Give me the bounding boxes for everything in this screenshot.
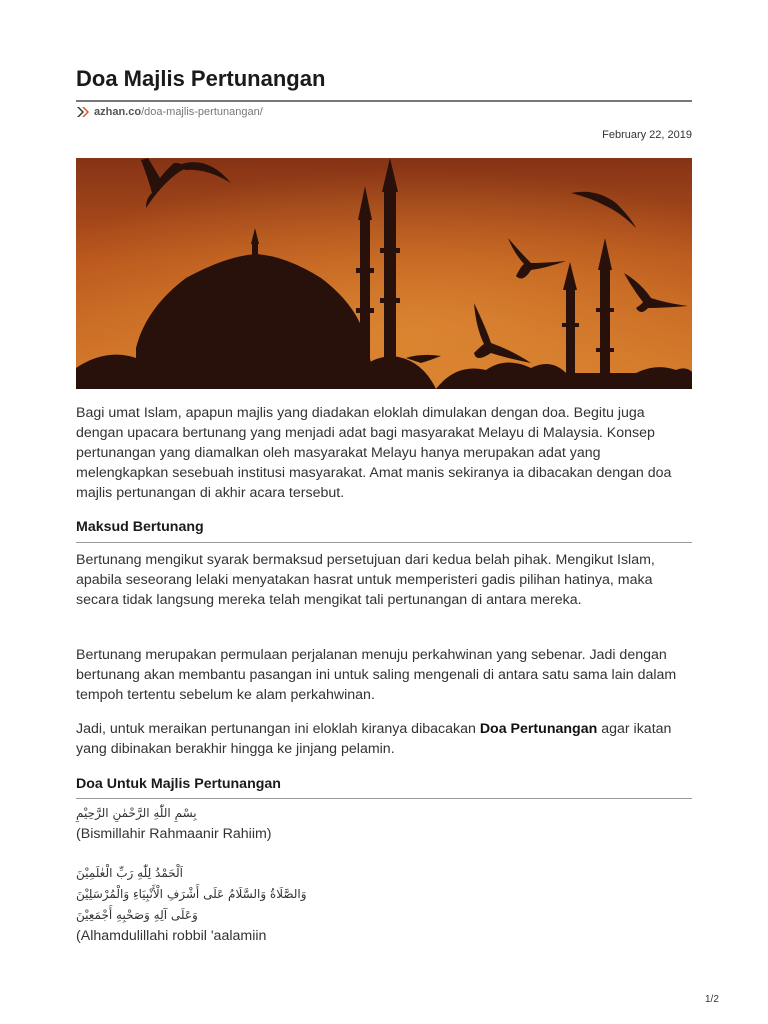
- hero-image: [76, 158, 692, 389]
- arabic-line-2: وَالصَّلَاةُ وَالسَّلَامُ عَلَى أَشْرَفِ الْأَنْبِيَاءِ وَالْمُرْسَلِيْنَ: [76, 887, 307, 901]
- transliteration-basmala: (Bismillahir Rahmaanir Rahiim): [76, 826, 272, 842]
- maksud-paragraph-1: Bertunang mengikut syarak bermaksud persetujuan dari kedua belah pihak. Mengikut Islam, apabila seseorang lelaki menyatakan hasrat untuk memperisteri gadis pilihan hatinya, maka secara tidak langsung mereka telah mengikat tali pertunangan di antara mereka.: [76, 552, 655, 608]
- section-heading-maksud: Maksud Bertunang: [76, 519, 204, 535]
- source-domain[interactable]: azhan.co: [94, 106, 142, 118]
- double-chevron-icon: [76, 106, 90, 118]
- page-number: 1/2: [705, 994, 719, 1005]
- title-divider: [76, 100, 692, 102]
- p3-bold-link: Doa Pertunangan: [479, 721, 598, 737]
- p3-text-before: Jadi, untuk meraikan pertunangan ini eloklah kiranya dibacakan: [76, 721, 480, 737]
- arabic-line-1: اَلْحَمْدُ لِلّٰهِ رَبِّ الْعٰلَمِيْنَ: [76, 866, 184, 880]
- maksud-paragraph-3: [76, 719, 692, 759]
- section-divider: [76, 542, 692, 543]
- mosque-silhouette-illustration: [76, 158, 692, 389]
- article-title: Doa Majlis Pertunangan: [76, 66, 326, 91]
- section-heading-doa: Doa Untuk Majlis Pertunangan: [76, 776, 281, 792]
- section-divider: [76, 798, 692, 799]
- source-path[interactable]: /doa-majlis-pertunangan/: [141, 106, 263, 118]
- publish-date: February 22, 2019: [602, 129, 692, 141]
- intro-paragraph: Bagi umat Islam, apapun majlis yang diadakan eloklah dimulakan dengan doa. Begitu juga dengan upacara bertunang yang menjadi adat bagi masyarakat Melayu di Malaysia. Konsep pertunangan yang diamalkan oleh masyarakat Melayu hanya merupakan adat yang melengkapkan sesebuah institusi masyarakat. Amat manis sekiranya ia dibacakan dengan doa majlis pertunangan di akhir acara tersebut.: [76, 405, 672, 501]
- transliteration-hamdalah: (Alhamdulillahi robbil 'aalamiin: [76, 928, 267, 944]
- source-link[interactable]: [76, 106, 263, 118]
- p3-text-after: agar ikatan yang dibinakan berakhir hingga ke jinjang pelamin.: [76, 721, 672, 757]
- maksud-paragraph-2: Bertunang merupakan permulaan perjalanan menuju perkahwinan yang sebenar. Jadi dengan bertunang akan membantu pasangan ini untuk saling mengenali di antara satu sama lain dalam tempoh tertentu sebelum ke alam perkahwinan.: [76, 647, 677, 703]
- arabic-basmala: بِسْمِ اللّٰهِ الرَّحْمٰنِ الرَّحِيْمِ: [76, 806, 197, 820]
- arabic-line-3: وَعَلَى آلِهِ وَصَحْبِهِ أَجْمَعِيْنَ: [76, 908, 198, 922]
